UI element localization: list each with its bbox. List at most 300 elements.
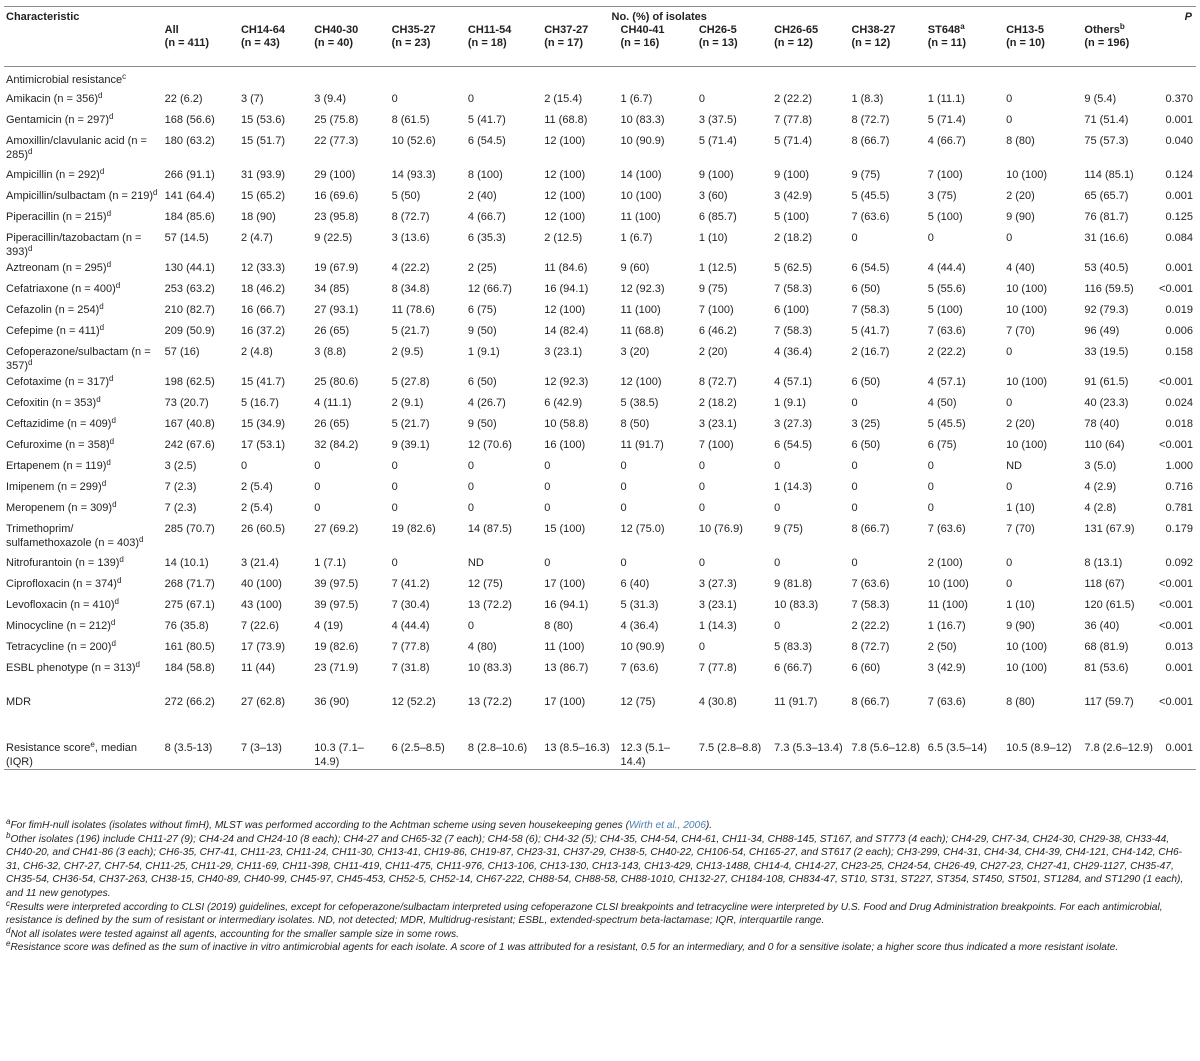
row-label: Meropenem (n = 309)$^d$: [6, 500, 117, 514]
citation-link[interactable]: Wirth et al., 2006: [628, 820, 706, 831]
row-label: Cefoxitin (n = 353)$^d$: [6, 395, 101, 409]
table-cell: 130 (44.1): [164, 262, 215, 274]
table-cell: 0: [391, 557, 398, 569]
table-cell: 10 (100): [1006, 641, 1048, 653]
table-cell: 4 (66.7): [927, 135, 966, 147]
table-cell: 8 (66.7): [851, 523, 890, 535]
table-row: [4, 638, 1196, 659]
table-cell: 285 (70.7): [164, 523, 215, 535]
table-cell: 12 (92.3): [620, 283, 665, 295]
table-cell: 7 (100): [698, 304, 734, 316]
table-row: [4, 575, 1196, 596]
table-row: [4, 208, 1196, 229]
table-cell: 9 (5.4): [1084, 93, 1117, 105]
row-label: Trimethoprim/ sulfamethoxazole (n = 403)$^d$: [6, 523, 144, 549]
table-cell: 5 (100): [927, 304, 963, 316]
column-header: [1004, 24, 1082, 67]
table-cell: 6 (50): [851, 439, 881, 451]
p-value-cell: 0.125: [1165, 211, 1193, 223]
column-n: (n = 12): [851, 37, 891, 49]
table-cell: 0: [620, 557, 627, 569]
row-label: Ertapenem (n = 119)$^d$: [6, 458, 111, 472]
column-header: [926, 24, 1004, 67]
table-row: [4, 554, 1196, 575]
column-header-row: [4, 24, 1196, 67]
table-cell: 10 (100): [620, 190, 662, 202]
table-cell: 0: [927, 502, 934, 514]
table-cell: 5 (21.7): [391, 325, 430, 337]
table-cell: 15 (65.2): [240, 190, 285, 202]
table-cell: 76 (35.8): [164, 620, 209, 632]
table-cell: 2 (9.1): [391, 397, 424, 409]
table-cell: 5 (31.3): [620, 599, 659, 611]
table-cell: 71 (51.4): [1084, 114, 1129, 126]
table-cell: 9 (90): [1006, 211, 1035, 223]
table-cell: 10 (100): [1006, 304, 1048, 316]
table-cell: 65 (65.7): [1084, 190, 1129, 202]
table-cell: 10 (90.9): [620, 641, 665, 653]
table-cell: 8 (2.8–10.6): [467, 742, 528, 754]
p-value-cell: <0.001: [1159, 599, 1193, 611]
column-header: [1082, 24, 1155, 67]
table-cell: 167 (40.8): [164, 418, 215, 430]
table-cell: 23 (71.9): [314, 662, 359, 674]
table-cell: ND: [1006, 460, 1022, 472]
p-value-cell: 0.013: [1165, 641, 1193, 653]
table-cell: 1 (10): [1006, 502, 1035, 514]
table-cell: 0: [620, 460, 627, 472]
table-cell: 39 (97.5): [314, 578, 359, 590]
table-cell: 161 (80.5): [164, 641, 215, 653]
table-cell: 68 (81.9): [1084, 641, 1129, 653]
table-cell: 110 (64): [1084, 439, 1125, 451]
table-cell: 0: [544, 481, 551, 493]
table-cell: 0: [544, 557, 551, 569]
footnote-e: $^e$Resistance score was defined as the sum of inactive in vitro antimicrobial agents for each isolate. A score of 1 was attributed for a resistant, 0.5 for an intermediary, and 0 for a sensitive isolate; a higher score thus indicated a more resistant isolate.: [6, 939, 1119, 954]
table-cell: 2 (20): [1006, 418, 1035, 430]
table-row: [4, 90, 1196, 111]
p-value-cell: 0.001: [1165, 742, 1193, 754]
table-cell: 4 (40): [1006, 262, 1035, 274]
table-cell: 8 (100): [467, 169, 503, 181]
table-cell: 3 (20): [620, 346, 650, 358]
table-cell: 0: [1006, 232, 1013, 244]
table-cell: 17 (100): [544, 578, 586, 590]
table-cell: 53 (40.5): [1084, 262, 1129, 274]
p-value-cell: <0.001: [1159, 578, 1193, 590]
table-cell: 15 (53.6): [240, 114, 285, 126]
table-cell: 0: [698, 93, 705, 105]
table-cell: 0: [927, 481, 934, 493]
column-header: [542, 24, 618, 67]
table-cell: 0: [851, 502, 858, 514]
table-cell: 2 (25): [467, 262, 497, 274]
table-cell: 31 (93.9): [240, 169, 285, 181]
table-row: [4, 436, 1196, 457]
table-cell: 15 (34.9): [240, 418, 285, 430]
table-cell: 5 (71.4): [927, 114, 966, 126]
table-row: [4, 259, 1196, 280]
p-value-header: P: [1184, 11, 1192, 23]
table-cell: 6 (75): [927, 439, 957, 451]
table-cell: 0: [851, 557, 858, 569]
table-cell: 0: [774, 557, 781, 569]
footnote-c: $^c$Results were interpreted according to CLSI (2019) guidelines, except for cefoperazone/sulbactam interpreted using cefoperazone CLSI breakpoints and tetracycline were interpreted by U.S. Food and Drug Administration breakpoints. For each antimicrobial, resistance is defined by the sum of resistant or intermediary isolates. ND, not detected; MDR, Multidrug-resistant; ESBL, extended-spectrum beta-lactamase; IQR, interquartile range.: [6, 898, 1163, 927]
table-cell: 5 (16.7): [240, 397, 279, 409]
table-cell: 118 (67): [1084, 578, 1125, 590]
table-cell: 1 (11.1): [927, 93, 965, 105]
table-cell: 3 (42.9): [927, 662, 966, 674]
table-cell: 96 (49): [1084, 325, 1120, 337]
table-cell: 23 (95.8): [314, 211, 359, 223]
table-cell: 14 (100): [620, 169, 662, 181]
section-row: [4, 67, 1196, 91]
table-cell: 6 (42.9): [544, 397, 583, 409]
table-cell: 10.5 (8.9–12): [1006, 742, 1072, 754]
column-name: CH35-27: [391, 24, 436, 36]
table-cell: 7 (77.8): [774, 114, 813, 126]
table-cell: 9 (75): [851, 169, 881, 181]
table-cell: 10 (52.6): [391, 135, 436, 147]
table-cell: ND: [467, 557, 484, 569]
table-cell: 0: [1006, 114, 1013, 126]
table-cell: 242 (67.6): [164, 439, 215, 451]
table-cell: 14 (93.3): [391, 169, 436, 181]
table-cell: 0: [698, 641, 705, 653]
row-label: Levofloxacin (n = 410)$^d$: [6, 597, 119, 611]
table-cell: 1 (10): [698, 232, 728, 244]
table-cell: 4 (44.4): [927, 262, 966, 274]
table-cell: 11 (78.6): [391, 304, 435, 316]
table-cell: 5 (45.5): [927, 418, 966, 430]
table-cell: 4 (2.9): [1084, 481, 1117, 493]
table-cell: 11 (100): [927, 599, 968, 611]
table-cell: 3 (23.1): [544, 346, 583, 358]
table-cell: 7 (77.8): [698, 662, 737, 674]
table-row: [4, 187, 1196, 208]
table-cell: 11 (100): [544, 641, 585, 653]
table-cell: 16 (94.1): [544, 599, 589, 611]
table-cell: 9 (50): [467, 418, 497, 430]
table-cell: 6 (40): [620, 578, 650, 590]
table-cell: 4 (36.4): [774, 346, 813, 358]
table-cell: 4 (26.7): [467, 397, 506, 409]
table-row: [4, 394, 1196, 415]
table-cell: 117 (59.7): [1084, 696, 1134, 708]
table-cell: 2 (20): [1006, 190, 1035, 202]
p-value-cell: <0.001: [1159, 283, 1193, 295]
table-cell: 7 (100): [698, 439, 734, 451]
table-cell: 2 (100): [927, 557, 963, 569]
table-row: [4, 415, 1196, 436]
row-label: MDR: [6, 696, 32, 708]
table-cell: 5 (83.3): [774, 641, 813, 653]
table-cell: 4 (19): [314, 620, 344, 632]
table-cell: 6 (35.3): [467, 232, 506, 244]
table-cell: 14 (10.1): [164, 557, 209, 569]
table-cell: 12 (100): [544, 169, 586, 181]
table-cell: 16 (100): [544, 439, 586, 451]
table-cell: 10 (83.3): [467, 662, 512, 674]
table-cell: 6 (100): [774, 304, 809, 316]
table-cell: 1 (14.3): [698, 620, 737, 632]
p-value-cell: <0.001: [1159, 376, 1193, 388]
p-value-cell: 0.001: [1165, 662, 1193, 674]
table-cell: 19 (82.6): [314, 641, 359, 653]
table-cell: 0: [698, 557, 705, 569]
table-cell: 253 (63.2): [164, 283, 215, 295]
table-cell: 0: [1006, 557, 1013, 569]
table-cell: 12 (100): [544, 211, 586, 223]
column-header: [239, 24, 312, 67]
column-header: [619, 24, 697, 67]
p-value-cell: 0.158: [1165, 346, 1193, 358]
table-cell: 10 (100): [1006, 439, 1048, 451]
table-cell: 9 (22.5): [314, 232, 353, 244]
row-label: Amoxillin/clavulanic acid (n = 285)$^d$: [6, 135, 147, 161]
table-cell: 7.8 (5.6–12.8): [851, 742, 920, 754]
table-row: [4, 520, 1196, 554]
table-cell: 0: [314, 481, 321, 493]
p-value-cell: 0.179: [1165, 523, 1193, 535]
table-cell: 5 (100): [774, 211, 809, 223]
row-label: Ampicillin/sulbactam (n = 219)$^d$: [6, 188, 158, 202]
table-cell: 7 (58.3): [774, 283, 813, 295]
table-cell: 0: [391, 502, 398, 514]
table-cell: 11 (100): [620, 211, 661, 223]
table-cell: 9 (60): [620, 262, 650, 274]
table-cell: 2 (20): [698, 346, 728, 358]
table-cell: 7 (63.6): [851, 211, 890, 223]
table-cell: 17 (73.9): [240, 641, 285, 653]
table-cell: 168 (56.6): [164, 114, 215, 126]
p-value-cell: 1.000: [1165, 460, 1193, 472]
table-cell: 5 (27.8): [391, 376, 430, 388]
table-cell: 1 (14.3): [774, 481, 813, 493]
table-cell: 1 (12.5): [698, 262, 737, 274]
table-cell: 7 (63.6): [927, 696, 966, 708]
table-cell: 7 (22.6): [240, 620, 279, 632]
column-n: (n = 18): [467, 37, 507, 49]
table-cell: 10 (58.8): [544, 418, 589, 430]
table-row: [4, 322, 1196, 343]
table-cell: 6.5 (3.5–14): [927, 742, 988, 754]
table-cell: 40 (23.3): [1084, 397, 1129, 409]
table-cell: 12.3 (5.1–14.4): [620, 742, 671, 768]
table-cell: 0: [698, 481, 705, 493]
table-cell: 1 (9.1): [467, 346, 500, 358]
table-cell: 3 (13.6): [391, 232, 430, 244]
table-cell: 120 (61.5): [1084, 599, 1135, 611]
footnote-d: $^d$Not all isolates were tested against all agents, accounting for the smaller sample size in some rows.: [6, 925, 459, 940]
table-cell: 8 (72.7): [851, 114, 890, 126]
table-cell: 2 (22.2): [851, 620, 890, 632]
table-cell: 4 (57.1): [927, 376, 966, 388]
table-cell: 11 (100): [620, 304, 661, 316]
isolates-group-header: No. (%) of isolates: [611, 11, 707, 23]
table-cell: 0: [1006, 93, 1013, 105]
table-cell: 2 (9.5): [391, 346, 424, 358]
row-label: Ceftazidime (n = 409)$^d$: [6, 416, 116, 430]
table-cell: 3 (2.5): [164, 460, 197, 472]
table-cell: 11 (91.7): [774, 696, 818, 708]
row-label: Amikacin (n = 356)$^d$: [6, 91, 103, 105]
column-n: (n = 10): [1006, 37, 1045, 49]
table-cell: 7 (77.8): [391, 641, 430, 653]
table-cell: 15 (41.7): [240, 376, 285, 388]
column-n: (n = 43): [240, 37, 280, 49]
table-cell: 12 (52.2): [391, 696, 436, 708]
table-cell: 8 (66.7): [851, 135, 890, 147]
p-value-cell: 0.040: [1165, 135, 1193, 147]
table-cell: 9 (90): [1006, 620, 1035, 632]
isolates-table: [4, 6, 1196, 770]
table-cell: 10 (100): [927, 578, 969, 590]
table-cell: 8 (61.5): [391, 114, 430, 126]
p-value-cell: 0.716: [1165, 481, 1193, 493]
table-cell: 11 (84.6): [544, 262, 588, 274]
footnote-mark: b: [1119, 22, 1125, 31]
p-value-cell: 0.006: [1165, 325, 1193, 337]
table-cell: 6 (54.5): [467, 135, 506, 147]
table-cell: 9 (75): [698, 283, 728, 295]
table-cell: 12 (92.3): [544, 376, 589, 388]
table-cell: 7 (2.3): [164, 502, 197, 514]
footnote-mark: a: [960, 22, 965, 31]
table-cell: 1 (8.3): [851, 93, 884, 105]
table-cell: 2 (5.4): [240, 502, 273, 514]
column-name: CH13-5: [1006, 24, 1044, 36]
footnote-b: $^b$Other isolates (196) include CH11-27 (9); CH4-24 and CH24-10 (8 each); CH4-27 and CH65-32 (7 each); CH4-58 (6); CH4-32 (5); CH4-35, CH4-54, CH4-61, CH11-34, CH88-145, ST167, and ST773 (4 each); CH4-29, CH7-34, CH24-30, CH29-38, CH33-44, CH40-20, and CH41-86 (3 each); CH6-35, CH7-41, CH11-23, CH11-24, CH11-30, CH13-41, CH19-86, CH19-87, CH23-31, CH37-29, CH38-5, CH40-22, CH106-54, CH165-27, and ST617 (2 each); CH3-299, CH4-31, CH4-34, CH4-39, CH4-121, CH4-142, CH6-31, CH6-32, CH7-27, CH7-54, CH11-25, CH11-29, CH11-69, CH11-398, CH11-419, CH11-475, CH11-976, CH13-106, CH13-130, CH13-143, CH13-429, CH13-1488, CH14-4, CH14-27, CH23-25, CH24-54, CH26-49, CH27-23, CH27-41, CH29-1127, CH35-47, CH35-54, CH36-54, CH37-263, CH38-15, CH40-89, CH40-99, CH45-97, CH45-453, CH52-5, CH52-14, CH67-222, CH88-54, CH88-58, CH88-1010, CH132-27, CH184-108, CH834-47, ST10, ST31, ST227, ST354, ST450, ST501, ST1284, and ST1290 (1 each), and 11 new genotypes.: [6, 830, 1184, 899]
table-cell: 4 (66.7): [467, 211, 506, 223]
table-cell: 27 (93.1): [314, 304, 359, 316]
table-cell: 2 (22.2): [774, 93, 813, 105]
table-cell: 15 (51.7): [240, 135, 285, 147]
table-cell: 0: [927, 232, 934, 244]
table-cell: 4 (44.4): [391, 620, 430, 632]
column-name: CH26-5: [698, 24, 737, 36]
row-label: Ampicillin (n = 292)$^d$: [6, 167, 105, 181]
table-cell: 4 (30.8): [698, 696, 737, 708]
column-name: CH26-65: [774, 24, 819, 36]
table-cell: 3 (42.9): [774, 190, 813, 202]
table-cell: 31 (16.6): [1084, 232, 1129, 244]
column-name: ST648: [927, 24, 961, 36]
p-value-cell: 0.092: [1165, 557, 1193, 569]
table-cell: 184 (85.6): [164, 211, 215, 223]
table-cell: 5 (41.7): [467, 114, 506, 126]
table-cell: 8 (80): [1006, 696, 1035, 708]
table-cell: 0: [774, 620, 781, 632]
table-cell: 0: [391, 460, 398, 472]
p-value-cell: 0.001: [1165, 190, 1193, 202]
column-header: [163, 24, 239, 67]
table-cell: 7 (58.3): [774, 325, 813, 337]
table-cell: 18 (90): [240, 211, 276, 223]
row-label: Cefatriaxone (n = 400)$^d$: [6, 281, 121, 295]
table-cell: 1 (16.7): [927, 620, 966, 632]
table-cell: 5 (45.5): [851, 190, 890, 202]
p-value-cell: 0.018: [1165, 418, 1193, 430]
table-cell: 14 (82.4): [544, 325, 589, 337]
table-cell: 36 (40): [1084, 620, 1120, 632]
table-cell: 27 (69.2): [314, 523, 359, 535]
table-cell: 8 (50): [620, 418, 650, 430]
table-cell: 10 (100): [1006, 376, 1048, 388]
table-cell: 7 (63.6): [620, 662, 659, 674]
table-cell: 19 (67.9): [314, 262, 359, 274]
table-cell: 4 (57.1): [774, 376, 813, 388]
table-cell: 4 (50): [927, 397, 957, 409]
table-row: [4, 739, 1196, 770]
table-row: [4, 132, 1196, 166]
table-cell: 3 (23.1): [698, 599, 737, 611]
column-n: (n = 23): [391, 37, 431, 49]
table-cell: 12 (100): [544, 135, 586, 147]
column-name: CH40-41: [620, 24, 665, 36]
column-header: [697, 24, 772, 67]
table-body: [4, 67, 1196, 770]
footnote-a: $^a$For fimH-null isolates (isolates without fimH), MLST was performed according to the Achtman scheme using seven housekeeping genes (Wirth et al., 2006).: [6, 817, 713, 831]
table-cell: 7 (70): [1006, 325, 1035, 337]
table-cell: 141 (64.4): [164, 190, 215, 202]
table-cell: 8 (80): [1006, 135, 1035, 147]
column-n: (n = 12): [774, 37, 813, 49]
table-cell: 7 (41.2): [391, 578, 430, 590]
table-cell: 26 (65): [314, 325, 350, 337]
table-cell: 0: [698, 460, 705, 472]
table-cell: 0: [544, 502, 551, 514]
row-label: Resistance score$^e$, median (IQR): [6, 740, 138, 768]
column-n: (n = 17): [544, 37, 584, 49]
column-name: CH11-54: [467, 24, 512, 36]
p-value-cell: 0.781: [1165, 502, 1193, 514]
table-cell: 3 (37.5): [698, 114, 737, 126]
table-cell: 6 (54.5): [774, 439, 813, 451]
table-cell: 26 (60.5): [240, 523, 285, 535]
table-row: [4, 617, 1196, 638]
table-cell: 6 (2.5–8.5): [391, 742, 445, 754]
table-cell: 25 (75.8): [314, 114, 359, 126]
table-cell: 0: [1006, 397, 1013, 409]
table-cell: 2 (50): [927, 641, 957, 653]
row-label: Cefuroxime (n = 358)$^d$: [6, 437, 115, 451]
table-cell: 0: [1006, 346, 1013, 358]
table-cell: 6 (60): [851, 662, 881, 674]
table-cell: 184 (58.8): [164, 662, 215, 674]
table-cell: 17 (100): [544, 696, 586, 708]
table-cell: 36 (90): [314, 696, 350, 708]
table-cell: 116 (59.5): [1084, 283, 1134, 295]
table-cell: 268 (71.7): [164, 578, 215, 590]
row-label: Minocycline (n = 212)$^d$: [6, 618, 116, 632]
table-cell: 12 (75.0): [620, 523, 665, 535]
table-cell: 8 (72.7): [391, 211, 430, 223]
p-value-cell: 0.124: [1165, 169, 1193, 181]
table-cell: 13 (86.7): [544, 662, 589, 674]
table-cell: 7 (3–13): [240, 742, 282, 754]
table-cell: 0: [391, 93, 398, 105]
table-cell: 0: [1006, 481, 1013, 493]
table-cell: 12 (75): [467, 578, 503, 590]
table-cell: 4 (2.8): [1084, 502, 1117, 514]
table-cell: 4 (22.2): [391, 262, 430, 274]
table-cell: 3 (27.3): [774, 418, 813, 430]
table-cell: 2 (12.5): [544, 232, 583, 244]
table-cell: 5 (41.7): [851, 325, 890, 337]
row-label: ESBL phenotype (n = 313)$^d$: [6, 660, 140, 674]
table-cell: 1 (10): [1006, 599, 1035, 611]
